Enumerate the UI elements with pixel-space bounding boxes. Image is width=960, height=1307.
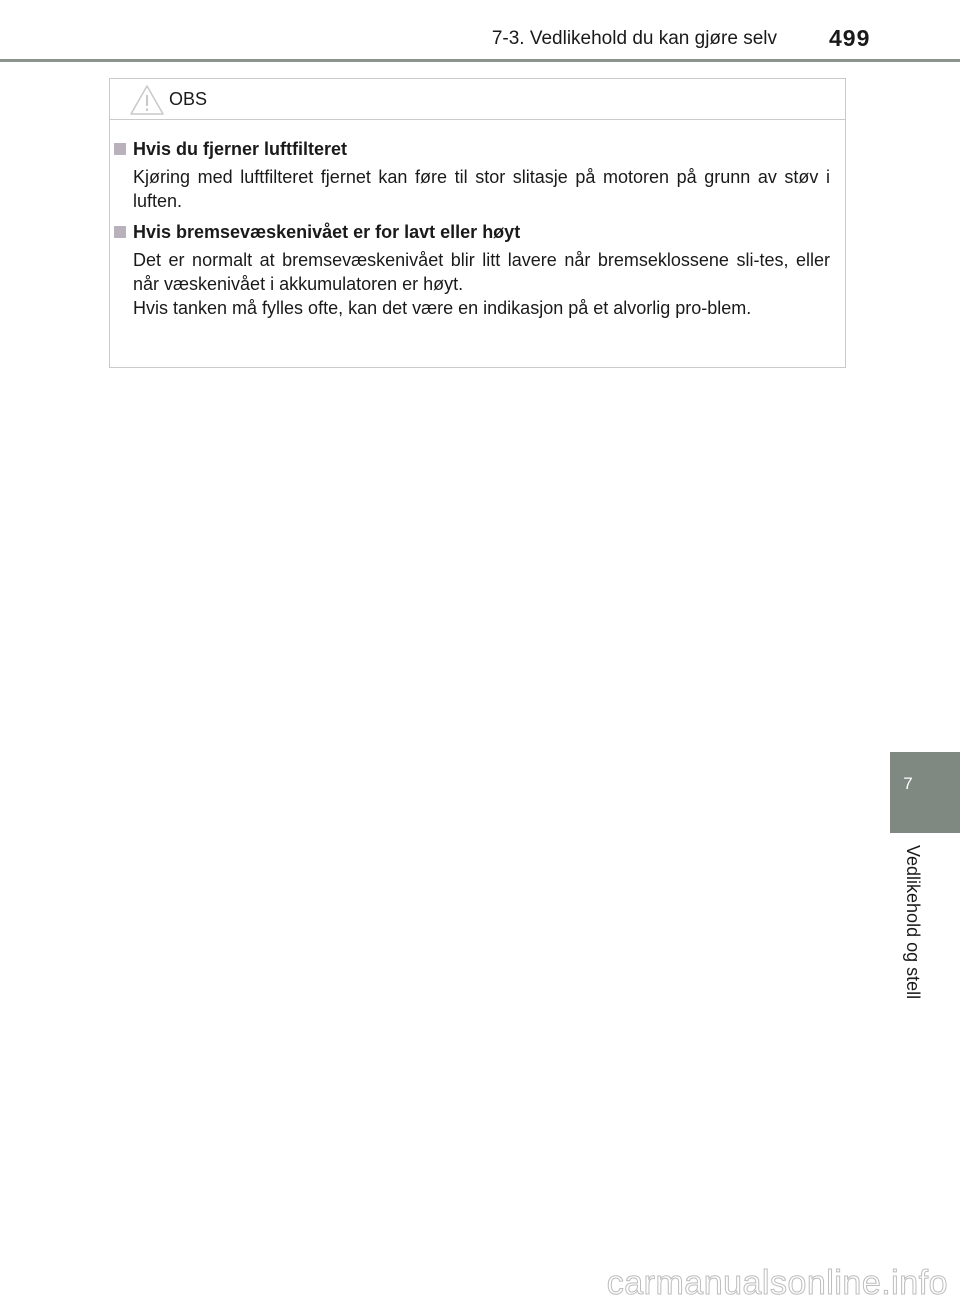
chapter-number: 7 [903,774,913,793]
notice-section-brake-fluid [114,221,830,320]
paragraph: Hvis tanken må fylles ofte, kan det være en indikasjon på et alvorlig pro-blem. [133,298,752,318]
section-text [133,165,830,213]
notice-header [110,79,845,120]
section-text [133,248,830,320]
header-rule [0,59,960,62]
notice-body [110,120,845,320]
page-number: 499 [829,25,871,51]
square-bullet-icon [114,143,126,155]
paragraph: Kjøring med luftfilteret fjernet kan føre til stor slitasje på motoren på grunn av støv i luften. [133,167,830,211]
section-heading [114,138,830,160]
notice-label: OBS [169,89,208,109]
section-heading-text: Hvis du fjerner luftfilteret [133,139,348,159]
notice-box [109,78,846,368]
watermark: carmanualsonline.info [606,1264,948,1302]
paragraph: Det er normalt at bremsevæskenivået blir litt lavere når bremseklossene sli-tes, eller når væskenivået i akkumulatoren er høyt. [133,250,830,294]
section-title: 7-3. Vedlikehold du kan gjøre selv [491,28,777,49]
notice-section-air-filter [114,138,830,213]
square-bullet-icon [114,226,126,238]
chapter-tab [890,752,960,833]
warning-triangle-icon [129,84,165,116]
chapter-label: Vedlikehold og stell [903,845,923,1000]
section-heading-text: Hvis bremsevæskenivået er for lavt eller høyt [133,222,521,242]
section-heading [114,221,830,243]
